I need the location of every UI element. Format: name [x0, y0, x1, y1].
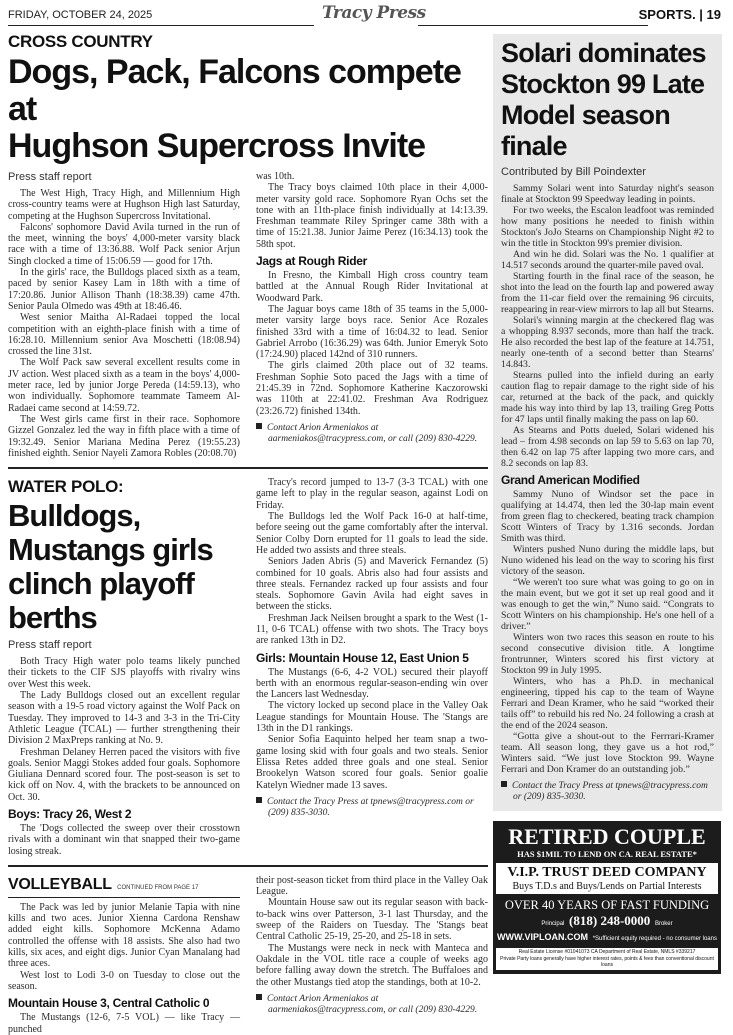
paragraph: Seniors Jaden Abris (5) and Maverick Fernandez (5) combined for 10 goals. Abris also had four assists and three steals. Fernandez racked up four assists and four steals. Sophomore Gavin Avila had eight saves in between the sticks. — [256, 556, 488, 613]
headline-line: clinch playoff berths — [8, 566, 194, 636]
ad-license: Real Estate License #01041073 CA Department of Real Estate, NMLS #339217 — [518, 949, 696, 955]
byline: Contributed by Bill Poindexter — [501, 166, 646, 178]
paragraph: For two weeks, the Escalon leadfoot was reminded how many positions he needed to finish within Stockton's JoJo Stearns on Championship Night #2 to win the title in Stockton 99's premier division. — [501, 205, 714, 249]
solari-body — [501, 166, 714, 803]
bullet-square-icon — [256, 994, 262, 1000]
paragraph: The Lady Bulldogs closed out an excellent regular season with a 19-5 road victory against the Wolf Pack on Tuesday. They improved to 14-3 and 3-3 in the Tri-City Athletic League (TCAL) — further strengthening their Division 2 MaxPreps ranking at No. 9. — [8, 690, 240, 747]
ad-phone[interactable]: (818) 248-0000 — [569, 913, 651, 928]
paragraph: And win he did. Solari was the No. 1 qualifier at 14.517 seconds around the quarter-mile paved oval. — [501, 249, 714, 271]
water-polo-headline — [8, 499, 240, 635]
paragraph: Starting fourth in the final race of the season, he shot into the lead on the fourth lap and powered away from the 11-car field over the remaining 96 circuits, reappearing in rear-view mirrors to lap all but Stearns. — [501, 271, 714, 315]
paragraph: The Wolf Pack saw several excellent results come in JV action. West placed sixth as a team in the boys' 4,000-meter race, led by junior Jorge Pereda (14:59.13), who won individually. Sophomore teammate Tameem Al-Radaei came second at 14:59.72. — [8, 357, 240, 414]
paragraph: The Mustangs were neck in neck with Manteca and Oakdale in the VOL title race a couple of weeks ago before falling away down the stretch. The Buffaloes and the other Mustangs tied atop the standings, both at 10-2. — [256, 942, 488, 988]
paragraph: Freshman Jack Neilsen brought a spark to the West (1-11, 0-6 TCAL) offense with two shots. The Tracy boys are ranked 13th in D2. — [256, 612, 488, 647]
paragraph: The girls claimed 20th place out of 32 teams. Freshman Sophie Soto paced the Jags with a time of 21:45.39 in 72nd. Sophomore Katherine Kaczorowski was 110th at 22:41.02. Freshman Ava Rodriguez (23:26.72) finished 134th. — [256, 360, 488, 417]
paragraph: Sammy Solari went into Saturday night's season finale at Stockton 99 Speedway leading in points. — [501, 183, 714, 205]
paragraph: Winters, who has a Ph.D. in mechanical engineering, tipped his cap to the team of Wayne Ferrari and Dean Kramer, who he said “worked their tails off” to rebuild his red No. 24 following a crash at the end of the 2024 season. — [501, 676, 714, 731]
paragraph: The victory locked up second place in the Valley Oak League standings for Mountain House. The 'Stangs are 13th in the D1 rankings. — [256, 700, 488, 735]
ad-equity-note: *Sufficient equity required - no consumer loans — [592, 936, 717, 942]
ad-funding: OVER 40 YEARS OF FAST FUNDING — [504, 898, 710, 912]
jump-line: CONTINUED FROM PAGE 17 — [117, 884, 199, 891]
solari-sidebar — [493, 34, 722, 811]
paragraph: The Tracy boys claimed 10th place in their 4,000-meter varsity gold race. Sophomore Ryan Ochs set the tone with an 11th-place finish individually at 14:13.39. Freshman teammate Riley Springer came 38th with a time of 15:21.38. Junior Jaime Perez (16:34.13) took the 58th spot. — [256, 182, 488, 250]
subheading: Mountain House 3, Central Catholic 0 — [8, 996, 210, 1011]
ad-title: RETIRED COUPLE — [508, 824, 706, 849]
paragraph: Sammy Nuno of Windsor set the pace in qualifying at 14.474, then led the 30-lap main event from green flag to checkered, beating track champion Scott Winters of Tracy by 1.316 seconds. Jordan Smith was third. — [501, 489, 714, 544]
header-rule — [418, 25, 648, 26]
subheading: Boys: Tracy 26, West 2 — [8, 806, 132, 821]
byline: Press staff report — [8, 639, 92, 652]
paragraph: In the girls' race, the Bulldogs placed sixth as a team, paced by senior Kasey Lam in 18th with a time of 17:20.86. Junior Allison Thanh (18:38.39) came 47th. Senior Paula Olmedo was 49th at 18:46.46. — [8, 267, 240, 312]
solari-headline — [501, 38, 714, 162]
right-column — [493, 34, 722, 974]
ad-broker: Broker — [654, 921, 673, 927]
ad-company-box — [496, 863, 718, 894]
ad-web-line — [493, 932, 721, 945]
paragraph: Senior Sofia Eaquinto helped her team snap a two-game losing skid with four goals and two steals. Senior Elissa Retes added three goals and one steal. Senior Brookelyn Watson scored four goals. Senior goalie Katelyn Wiedner made 13 saves. — [256, 734, 488, 791]
paragraph: Falcons' sophomore David Avila turned in the run of the meet, winning the boys' 4,000-meter varsity black race with a time of 13:36.88. Wolf Pack senior Arjun Singh clocked a time of 15:06.59 — good for 17th. — [8, 221, 240, 267]
headline-line: Hughson Supercross Invite — [8, 127, 426, 165]
headline-line: Model season finale — [501, 100, 670, 161]
byline: Press staff report — [8, 171, 92, 183]
headline-line: Bulldogs, Mustangs girls — [8, 498, 213, 568]
volleyball-kicker-bar — [8, 875, 240, 898]
paragraph: their post-season ticket from third place in the Valley Oak League. — [256, 874, 488, 898]
contact-text: Contact the Tracy Press at tpnews@tracypress.com or (209) 835-3030. — [512, 781, 708, 802]
section-divider — [8, 865, 488, 867]
ad-fineprint — [496, 948, 718, 970]
bullet-square-icon — [256, 797, 262, 803]
volleyball-article — [8, 875, 488, 1035]
paragraph: West senior Maitha Al-Radaei topped the local competition with an eighth-place finish with a time of 16:28.10. Millennium senior Ava Moschetti (18:08.94) crossed the line 31st. — [8, 312, 240, 358]
paragraph: “Gotta give a shout-out to the Ferrrari-Kramer team. All season long, they gave us a hot rod,” Winters said. “We just love Stockton 99. Wayne Ferrari and Don Kramer do an outstanding job.” — [501, 731, 714, 775]
bullet-square-icon — [501, 781, 507, 787]
paragraph: The Pack was led by junior Melanie Tapia with nine kills and two aces. Junior Xienna Cardona Renshaw added eight kills. Sophomore McKenna Adamo controlled the offense with 18 assists. She also had two kills, six aces, and eight digs. Junior Cyan Manalang had three aces. — [8, 901, 240, 970]
contact-line — [256, 797, 488, 819]
paragraph: Mountain House saw out its regular season with back-to-back wins over Patterson, 3-1 last Thursday, and the sweep of the Raiders on Tuesday. The 'Stangs beat Central Catholic 25-19, 25-20, and 25-18 in sets. — [256, 897, 488, 943]
paragraph: “We weren't too sure what was going to go on in the main event, but we got it set up real good and it was enough to get the win,” Nuno said. “Congrats to Scott Winters on his championship. He's one hell of a driver.” — [501, 577, 714, 632]
ad-phone-line — [493, 913, 721, 932]
cross-country-headline — [8, 54, 488, 165]
contact-line — [256, 994, 488, 1016]
water-polo-column-2 — [256, 477, 488, 857]
subheading: Grand American Modified — [501, 473, 640, 487]
paragraph: Winters pushed Nuno during the middle laps, but Nuno widened his lead on the way to scoring his first victory of the season. — [501, 544, 714, 577]
volleyball-column-1 — [8, 875, 240, 1035]
paragraph: Both Tracy High water polo teams likely punched their tickets to the CIF SJS playoffs with rivalry wins over West this week. — [8, 656, 240, 690]
paragraph: Tracy's record jumped to 13-7 (3-3 TCAL) with one game left to play in the regular season, against Lodi on Friday. — [256, 477, 488, 511]
paragraph: The Jaguar boys came 18th of 35 teams in the 5,000-meter varsity large boys race. Senior Ace Rozales finished 33rd with a time of 16:04.32 to lead. Senior Gabriel Arrobo (16:36.29) was 64th. Junior Emeryk Soto (17:24.90) placed 142nd of 310 runners. — [256, 303, 488, 361]
paragraph: The Mustangs (12-6, 7-5 VOL) — like Tracy — punched — [8, 1012, 240, 1035]
paragraph: The 'Dogs collected the sweep over their crosstown rivals with a dominant win that snapped their two-game losing streak. — [8, 822, 240, 857]
subheading: Jags at Rough Rider — [256, 254, 367, 269]
masthead-logo: Tracy Press — [322, 3, 426, 23]
ad-website-link[interactable]: WWW.VIPLOAN.COM — [497, 932, 589, 942]
issue-date: FRIDAY, OCTOBER 24, 2025 — [8, 9, 153, 21]
paragraph: The West High, Tracy High, and Millennium High cross-country teams were at Hughson High last Saturday, competing at the Hughson Supercross Invitational. — [8, 188, 240, 222]
volleyball-column-2 — [256, 875, 488, 1035]
paragraph: The Bulldogs led the Wolf Pack 16-0 at half-time, before seeing out the game comfortably after the interval. Senior Colby Dorn erupted for 11 goals to lead the side. He added two assists and three steals. — [256, 511, 488, 556]
paragraph: Stearns pulled into the infield during an early caution flag to repair damage to the right side of his car, returned at the back of the pack, and quickly made his way into third by lap 13, trailing Greg Potts for 47 laps until finally making the pass on lap 60. — [501, 370, 714, 425]
ad-company: V.I.P. TRUST DEED COMPANY — [507, 865, 707, 880]
cross-country-column-1 — [8, 167, 240, 459]
headline-line: Stockton 99 Late — [501, 69, 705, 99]
contact-text: Contact Arion Armeniakos at aarmeniakos@tracypress.com, or call (209) 830-4229. — [267, 422, 478, 444]
main-news-area — [8, 32, 488, 1035]
cross-country-kicker: CROSS COUNTRY — [8, 32, 153, 51]
section-divider — [8, 467, 488, 469]
paragraph: As Stearns and Potts dueled, Solari widened his lead – from 4.98 seconds on lap 59 to 5.63 on lap 70, then 6.42 on lap 75 after lapping two more cars, and 8.2 seconds on lap 83. — [501, 425, 714, 469]
paragraph: West lost to Lodi 3-0 on Tuesday to close out the season. — [8, 969, 240, 992]
ad-tagline: Buys T.D.s and Buys/Lends on Partial Interests — [512, 881, 702, 892]
contact-text: Contact the Tracy Press at tpnews@tracypress.com or (209) 835-3030. — [267, 796, 474, 818]
bullet-square-icon — [256, 423, 262, 429]
paragraph: Freshman Delaney Herren paced the visitors with five goals. Senior Maggi Stokes added four goals. Sophomore Giuliana Dennard scored four. The post-season is set to kick off on Nov. 4, with the brackets to be announced on Oct. 30. — [8, 746, 240, 803]
water-polo-kicker: WATER POLO: — [8, 477, 124, 497]
water-polo-article — [8, 477, 488, 857]
paragraph: was 10th. — [256, 171, 295, 182]
volleyball-kicker: VOLLEYBALL — [8, 875, 112, 893]
paragraph: The West girls came first in their race. Sophomore Gizzel Gonzalez led the way in fifth place with a time of 19:32.49. Senior Mariana Medina Perez (19:55.23) finished eighth. Senior Nayeli Zamora Robles (20:08.70) — [8, 413, 240, 459]
paragraph: Solari's winning margin at the checkered flag was a whopping 8.937 seconds, more than half the track. He also recorded the best lap of the feature at 14.751, nearly one-tenth of a second better than Stearns' 14.843. — [501, 315, 714, 370]
headline-line: Solari dominates — [501, 38, 706, 68]
paragraph: In Fresno, the Kimball High cross country team battled at the Annual Rough Rider Invitational at Woodward Park. — [256, 270, 488, 304]
section-page-label: SPORTS. | 19 — [638, 7, 721, 22]
ad-disclaimer: Private Party loans generally have higher interest rates, points & fees than conventional discount loans — [500, 955, 714, 968]
headline-line: Dogs, Pack, Falcons compete at — [8, 53, 461, 128]
contact-text: Contact Arion Armeniakos at aarmeniakos@tracypress.com, or call (209) 830-4229. — [267, 993, 478, 1015]
cross-country-column-2 — [256, 167, 488, 459]
paragraph: Winters won two races this season en route to his second consecutive division title. A longtime frontrunner, Winters scored his first victory at Stockton 99 in July 1995. — [501, 632, 714, 676]
contact-line — [501, 781, 714, 803]
water-polo-column-1 — [8, 477, 240, 857]
ad-subtitle: HAS $1MIL TO LEND ON CA. REAL ESTATE* — [517, 849, 697, 859]
cross-country-article — [8, 32, 488, 459]
contact-line — [256, 423, 488, 445]
ad-principal: Principal — [541, 921, 565, 927]
vip-trust-deed-ad[interactable] — [493, 821, 721, 974]
subheading: Girls: Mountain House 12, East Union 5 — [256, 650, 469, 665]
paragraph: The Mustangs (6-6, 4-2 VOL) secured their playoff berth with an enormous regular-season-ending win over the Lancers last Wednesday. — [256, 666, 488, 701]
header-rule — [8, 25, 314, 26]
